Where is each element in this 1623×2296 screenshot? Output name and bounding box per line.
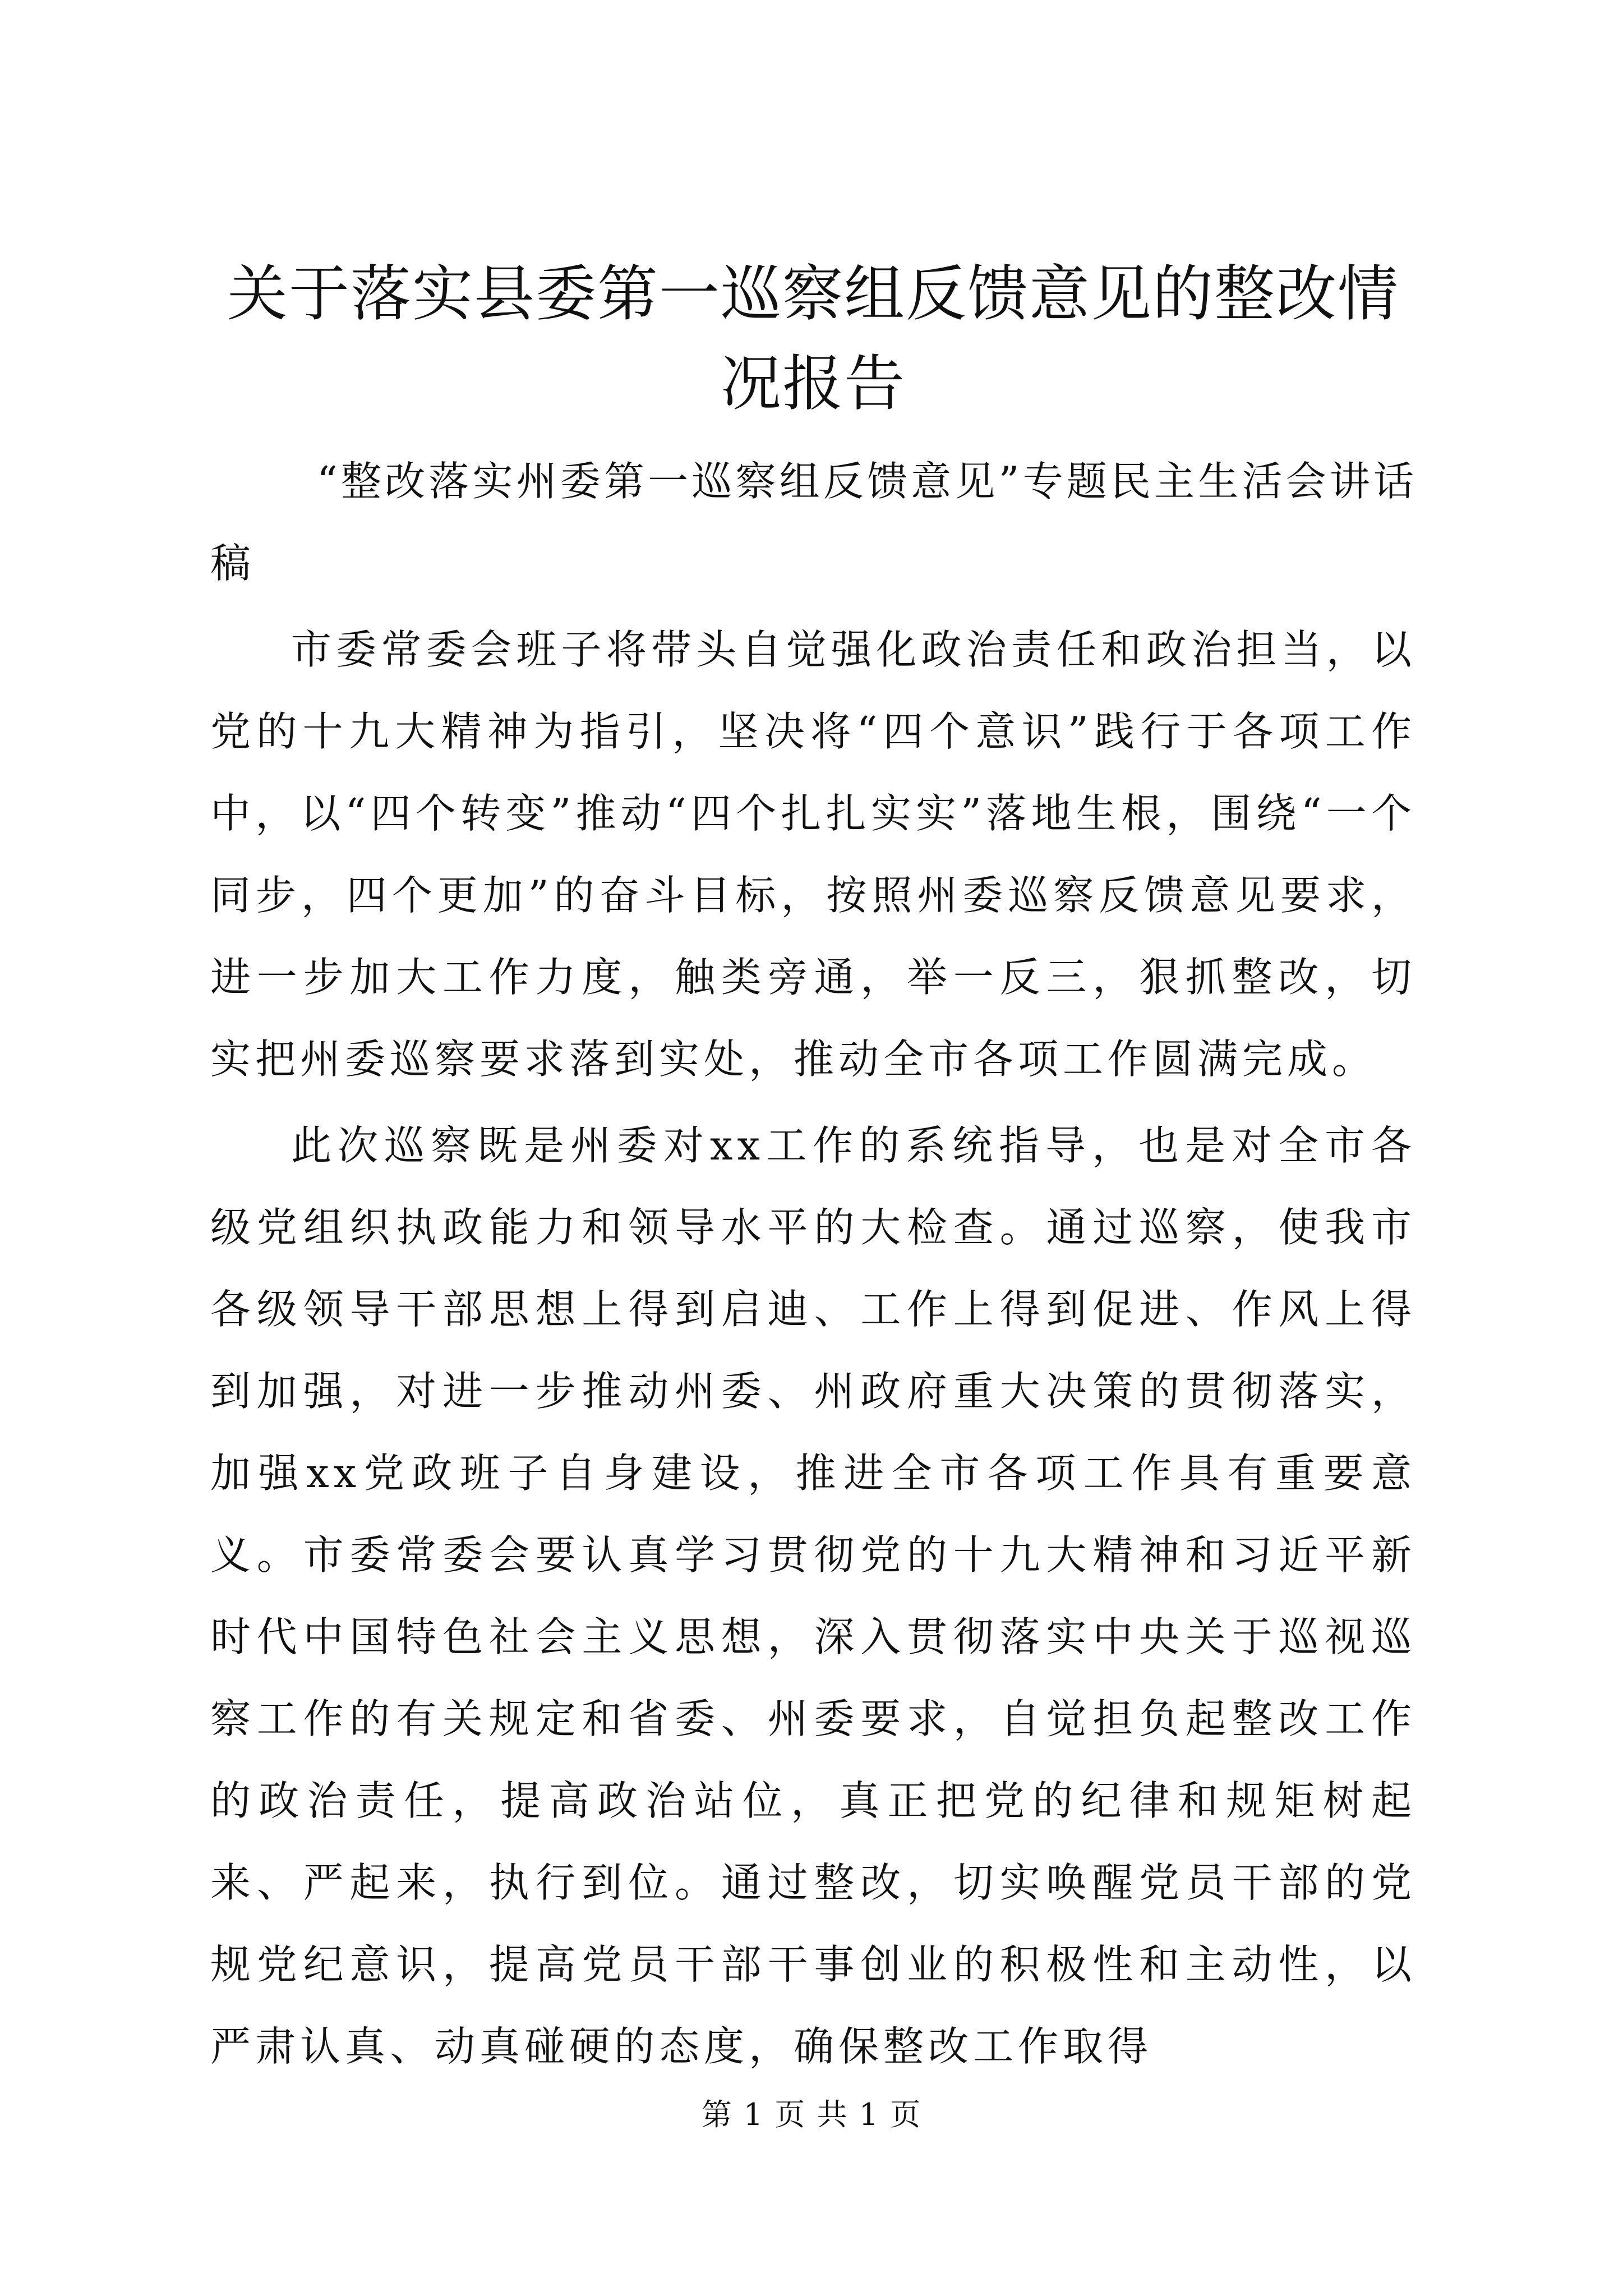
- document-subtitle: “整改落实州委第一巡察组反馈意见”专题民主生活会讲话稿: [210, 458, 1416, 587]
- document-body: [210, 250, 1416, 2087]
- body-paragraph: 此次巡察既是州委对xx工作的系统指导，也是对全市各级党组织执政能力和领导水平的大检查。通过巡察，使我市各级领导干部思想上得到启迪、工作上得到促进、作风上得到加强，对进一步推动州委、州政府重大决策的贯彻落实，加强xx党政班子自身建设，推进全市各项工作具有重要意义。市委常委会要认真学习贯彻党的十九大精神和习近平新时代中国特色社会主义思想，深入贯彻落实中央关于巡视巡察工作的有关规定和省委、州委要求，自觉担负起整改工作的政治责任，提高政治站位，真正把党的纪律和规矩树起来、严起来，执行到位。通过整改，切实唤醒党员干部的党规党纪意识，提高党员干部干事创业的积极性和主动性，以严肃认真、动真碰硬的态度，确保整改工作取得: [210, 1122, 1416, 2070]
- page-number-footer: 第 1 页 共 1 页: [701, 2097, 922, 2132]
- document-title: 关于落实县委第一巡察组反馈意见的整改情况报告: [227, 259, 1399, 419]
- body-paragraph: 市委常委会班子将带头自觉强化政治责任和政治担当，以党的十九大精神为指引，坚决将“四个意识”践行于各项工作中，以“四个转变”推动“四个扎扎实实”落地生根，围绕“一个同步，四个更加”的奋斗目标，按照州委巡察反馈意见要求，进一步加大工作力度，触类旁通，举一反三，狠抓整改，切实把州委巡察要求落到实处，推动全市各项工作圆满完成。: [210, 626, 1416, 1083]
